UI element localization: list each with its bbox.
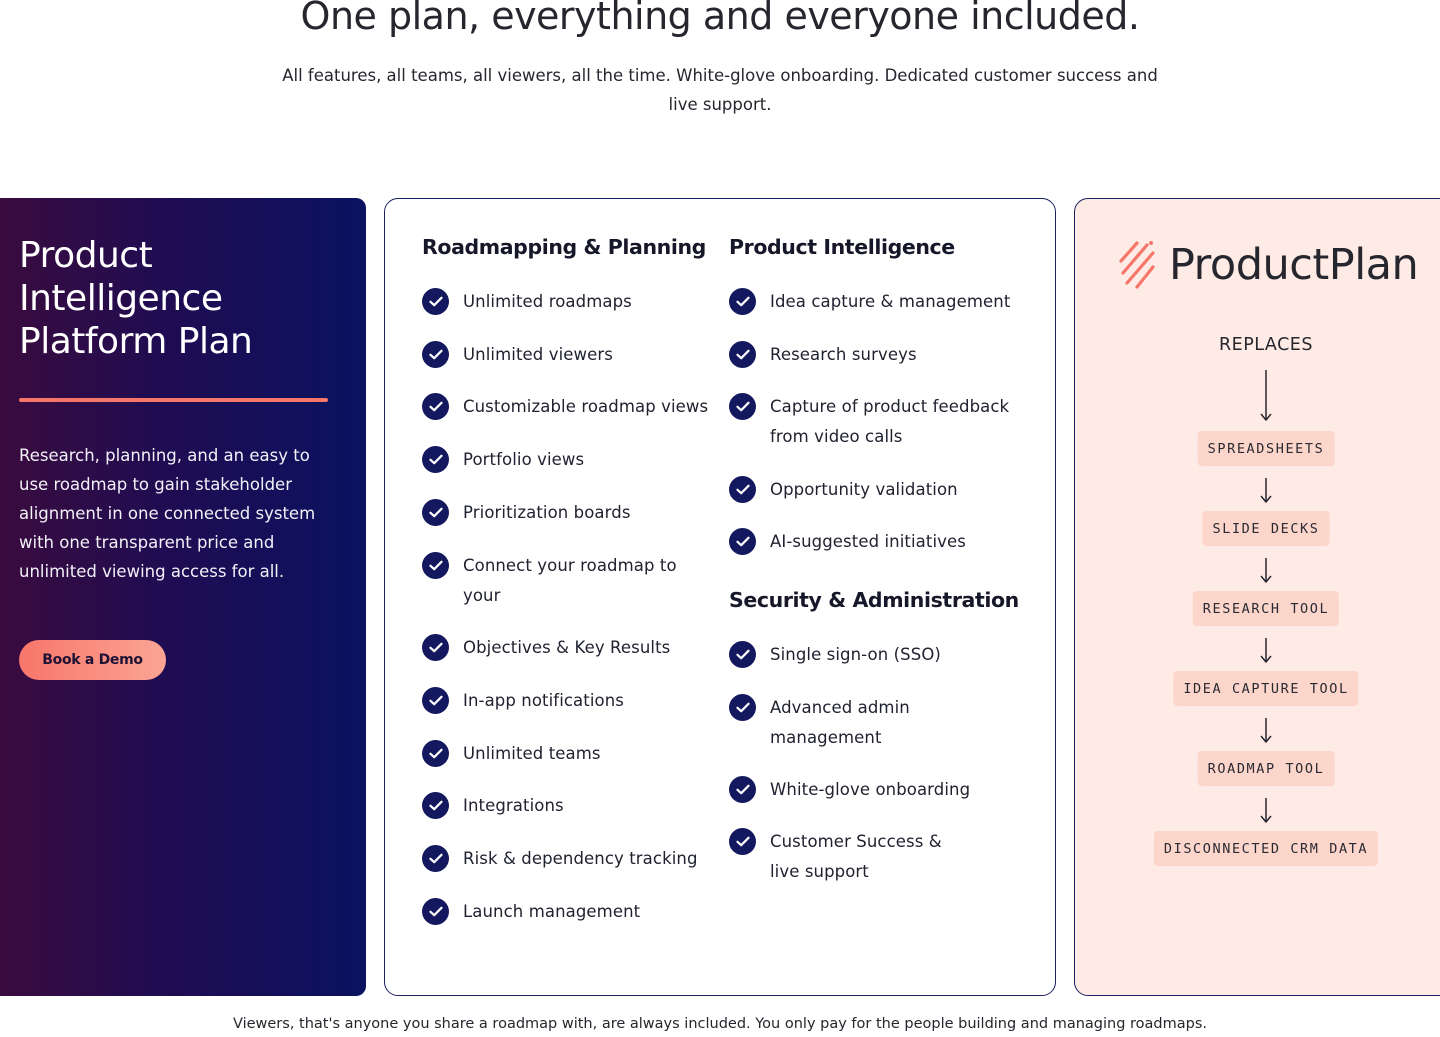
check-icon — [422, 446, 449, 473]
arrow-down-icon — [1258, 797, 1274, 823]
feature-item — [422, 791, 564, 821]
check-icon — [422, 792, 449, 819]
feature-item — [729, 527, 966, 557]
feature-label: Customer Success & live support — [770, 832, 942, 881]
check-icon — [422, 393, 449, 420]
feature-label: Prioritization boards — [463, 503, 631, 522]
plan-description: Research, planning, and an easy to use roadmap to gain stakeholder alignment in one connected system with one transparent price and unlimited viewing access for all. — [19, 446, 316, 581]
feature-item — [422, 445, 584, 475]
feature-item — [422, 287, 632, 317]
replaced-tool-tag: IDEA CAPTURE TOOL — [1173, 671, 1358, 706]
feature-label: Customizable roadmap views — [463, 397, 709, 416]
feature-item — [422, 897, 640, 927]
feature-label: Connect your roadmap to your — [463, 556, 677, 605]
feature-label: Unlimited viewers — [463, 345, 613, 364]
feature-label: In-app notifications — [463, 691, 624, 710]
check-icon — [729, 694, 756, 721]
page-subtitle: All features, all teams, all viewers, all the time. White-glove onboarding. Dedicated customer success and live support. — [282, 66, 1158, 114]
divider — [19, 398, 328, 402]
productplan-logo-icon — [1117, 239, 1157, 291]
check-icon — [729, 341, 756, 368]
check-icon — [422, 552, 449, 579]
check-icon — [729, 528, 756, 555]
feature-label: Integrations — [463, 796, 564, 815]
check-icon — [422, 845, 449, 872]
features-card — [384, 198, 1056, 996]
feature-item — [729, 340, 917, 370]
feature-item — [422, 844, 698, 874]
feature-label: Capture of product feedback from video calls — [770, 397, 1010, 446]
replaces-panel — [1074, 198, 1440, 996]
check-icon — [422, 288, 449, 315]
brand-name: ProductPlan — [1169, 240, 1419, 290]
check-icon — [422, 687, 449, 714]
check-icon — [729, 641, 756, 668]
feature-item — [422, 551, 683, 610]
feature-item — [422, 340, 613, 370]
check-icon — [729, 476, 756, 503]
replaced-tool-tag: SLIDE DECKS — [1202, 511, 1329, 546]
replaces-label: REPLACES — [1219, 335, 1313, 355]
check-icon — [729, 828, 756, 855]
arrow-down-icon — [1258, 477, 1274, 503]
feature-item — [422, 739, 601, 769]
section-title-security: Security & Administration — [729, 588, 1019, 612]
feature-label: Launch management — [463, 902, 641, 921]
feature-item — [729, 693, 930, 752]
feature-label: Unlimited roadmaps — [463, 292, 632, 311]
feature-item — [422, 498, 631, 528]
feature-item — [422, 633, 670, 663]
plan-title: Product Intelligence Platform Plan — [19, 235, 253, 362]
feature-label: Opportunity validation — [770, 480, 958, 499]
check-icon — [422, 341, 449, 368]
feature-item — [422, 392, 708, 422]
arrow-down-icon — [1258, 637, 1274, 663]
check-icon — [422, 499, 449, 526]
check-icon — [422, 740, 449, 767]
feature-item — [422, 686, 624, 716]
feature-label: Single sign-on (SSO) — [770, 645, 941, 664]
check-icon — [422, 634, 449, 661]
check-icon — [422, 898, 449, 925]
page-title: One plan, everything and everyone included. — [300, 0, 1140, 38]
section-title-intelligence: Product Intelligence — [729, 235, 955, 259]
replaced-tool-tag: DISCONNECTED CRM DATA — [1154, 831, 1378, 866]
feature-label: Unlimited teams — [463, 744, 601, 763]
check-icon — [729, 393, 756, 420]
feature-label: Research surveys — [770, 345, 917, 364]
feature-label: Portfolio views — [463, 450, 585, 469]
book-demo-button[interactable]: Book a Demo — [19, 640, 166, 680]
arrow-down-icon — [1258, 557, 1274, 583]
feature-label: Risk & dependency tracking — [463, 849, 698, 868]
replaced-tool-tag: RESEARCH TOOL — [1193, 591, 1339, 626]
feature-item — [729, 475, 958, 505]
feature-item — [729, 640, 941, 670]
feature-item — [729, 775, 970, 805]
plan-promo-panel — [0, 198, 366, 996]
feature-item — [729, 392, 1029, 451]
feature-label: Objectives & Key Results — [463, 638, 671, 657]
replaced-tool-tag: SPREADSHEETS — [1198, 431, 1335, 466]
section-title-roadmapping: Roadmapping & Planning — [422, 235, 706, 259]
feature-label: White-glove onboarding — [770, 780, 971, 799]
feature-label: AI-suggested initiatives — [770, 532, 966, 551]
feature-item — [729, 287, 1010, 317]
replaced-tool-tag: ROADMAP TOOL — [1198, 751, 1335, 786]
arrow-down-icon — [1258, 717, 1274, 743]
feature-label: Advanced admin management — [770, 698, 910, 747]
feature-item — [729, 827, 970, 886]
productplan-logo — [1117, 239, 1418, 291]
check-icon — [729, 776, 756, 803]
footnote: Viewers, that's anyone you share a roadmap with, are always included. You only pay for the people building and managing roadmaps. — [232, 1016, 1208, 1032]
feature-label: Idea capture & management — [770, 292, 1011, 311]
check-icon — [729, 288, 756, 315]
arrow-down-icon — [1258, 369, 1274, 421]
